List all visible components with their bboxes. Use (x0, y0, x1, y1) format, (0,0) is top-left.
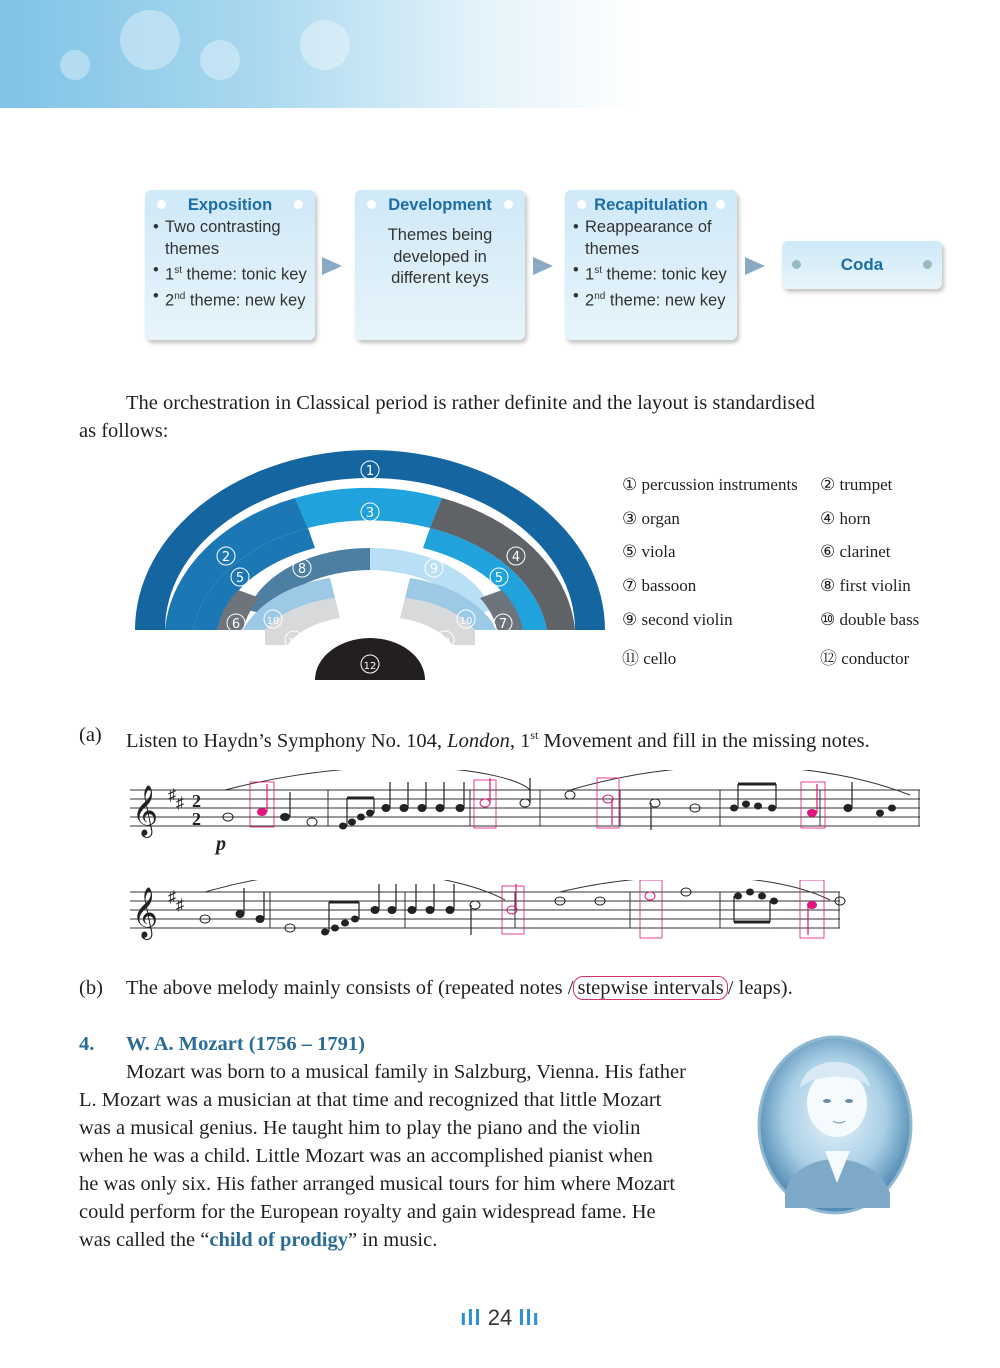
exposition-box (145, 190, 315, 340)
legend-item: ⑫ conductor (820, 649, 910, 668)
legend-item: ④ horn (820, 509, 871, 528)
svg-text:10: 10 (459, 616, 473, 627)
legend-item: ⑤ viola (622, 542, 676, 561)
recapitulation-item: • Reappearance of themes (585, 217, 737, 260)
svg-text:5: 5 (494, 571, 504, 586)
recapitulation-box (565, 190, 737, 340)
page-number: ıll 24 llı (460, 1305, 540, 1330)
arrow-icon (322, 257, 342, 275)
svg-text:6: 6 (231, 617, 241, 632)
svg-text:8: 8 (297, 562, 307, 577)
svg-text:9: 9 (429, 562, 439, 577)
exposition-item: • 2nd theme: new key (165, 286, 315, 312)
legend-item: ⑦ bassoon (622, 576, 697, 595)
development-line: Themes being (387, 226, 493, 244)
music-staff-1 (130, 770, 930, 860)
legend-item: ③ organ (622, 509, 680, 528)
svg-text:7: 7 (498, 617, 508, 632)
recapitulation-title: Recapitulation (594, 196, 708, 214)
header-decoration (0, 0, 640, 108)
recapitulation-item: • 2nd theme: new key (585, 286, 737, 312)
svg-text:2: 2 (221, 550, 231, 565)
bars-icon: ıll (460, 1305, 482, 1330)
svg-text:♯: ♯ (168, 787, 176, 804)
mozart-portrait (755, 1033, 915, 1217)
svg-text:11: 11 (287, 637, 301, 648)
legend-item: ⑨ second violin (622, 610, 733, 629)
svg-text:4: 4 (511, 550, 521, 565)
question-a: (a) Listen to Haydn’s Symphony No. 104, London, 1st Movement and fill in the missing notes. (79, 724, 870, 752)
exposition-item: • 1st theme: tonic key (165, 260, 315, 286)
development-line: developed in (393, 247, 487, 266)
exposition-item: • Two contrasting themes (165, 217, 315, 260)
arrow-icon (533, 257, 553, 275)
coda-box (782, 241, 942, 289)
svg-text:p: p (216, 833, 226, 855)
recapitulation-item: • 1st theme: tonic key (585, 260, 737, 286)
svg-text:11: 11 (438, 637, 452, 648)
legend-item: ⑥ clarinet (820, 542, 891, 561)
answer-circled: stepwise intervals (573, 976, 727, 1000)
section-heading: 4. W. A. Mozart (1756 – 1791) (79, 1033, 365, 1055)
development-title: Development (388, 196, 492, 214)
svg-text:3: 3 (365, 506, 375, 521)
legend-item: ⑩ double bass (820, 610, 920, 629)
legend-item: ⑧ first violin (820, 576, 911, 595)
svg-text:♯: ♯ (176, 897, 184, 914)
svg-text:1: 1 (365, 464, 375, 479)
exposition-title: Exposition (187, 196, 273, 214)
coda-label: Coda (840, 255, 884, 274)
svg-text:10: 10 (266, 616, 280, 627)
time-sig: 2 (192, 791, 201, 811)
development-line: different keys (391, 269, 489, 287)
svg-text:5: 5 (235, 571, 245, 586)
bars-icon: llı (518, 1305, 540, 1330)
mozart-paragraph: Mozart was born to a musical family in Salzburg, Vienna. His father L. Mozart was a musician at that time and recognized that little Mozart was a musical genius. He taught him to play the piano and the violin when he was a child. Little Mozart was an accomplished pianist when he was only six. His father arranged musical tours for him where Mozart could perform for the European royalty and gain widespread fame. He was called the “child of prodigy” in music. (79, 1061, 686, 1251)
music-staff-2 (130, 880, 850, 960)
legend-item: ② trumpet (820, 475, 893, 494)
svg-text:12: 12 (363, 661, 377, 672)
svg-text:2: 2 (192, 809, 201, 829)
legend-item: ⑪ cello (622, 649, 677, 668)
orchestra-layout-diagram (130, 450, 610, 682)
question-b: (b) The above melody mainly consists of (repeated notes / stepwise intervals / leaps). (79, 977, 793, 999)
svg-text:𝄞: 𝄞 (132, 887, 159, 938)
orchestra-intro: The orchestration in Classical period is rather definite and the layout is standardised as follows: (79, 392, 815, 442)
svg-text:𝄞: 𝄞 (132, 785, 159, 836)
svg-text:♯: ♯ (176, 795, 184, 812)
svg-text:♯: ♯ (168, 889, 176, 906)
legend-item: ① percussion instruments (622, 475, 798, 494)
arrow-icon (745, 257, 765, 275)
development-box (355, 190, 525, 340)
